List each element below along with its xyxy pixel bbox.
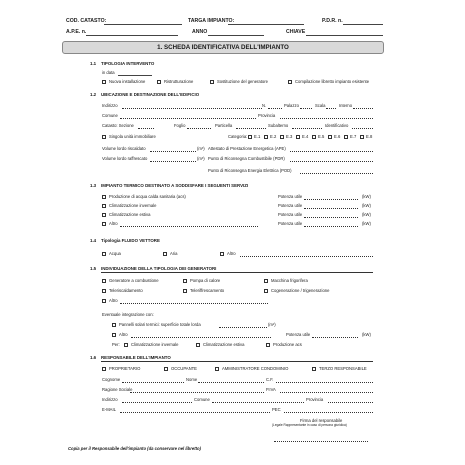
indirizzo-resp-label: Indirizzo: [102, 397, 118, 402]
unit-kw: (kW): [362, 221, 371, 226]
teleriscaldamento-checkbox[interactable]: [102, 289, 106, 293]
unit-m3: (m³): [197, 156, 205, 161]
potenza-field[interactable]: [304, 226, 358, 227]
foglio-label: Foglio: [174, 123, 186, 128]
scala-label: Scala: [315, 103, 326, 108]
fluido-label: Acqua: [109, 251, 121, 256]
generatore-label: Macchina frigorifera: [271, 278, 308, 283]
identificativo-label: Identificativo: [325, 123, 349, 128]
s12-number: 1.2: [90, 92, 97, 97]
indirizzo-field[interactable]: [122, 108, 262, 109]
cat-e4-checkbox[interactable]: [296, 135, 300, 139]
palazzo-label: Palazzo: [284, 103, 299, 108]
provincia-resp-field[interactable]: [328, 402, 373, 403]
in-data-field[interactable]: [118, 75, 152, 76]
altro-servizio-checkbox[interactable]: [102, 222, 106, 226]
section-title-banner: [62, 41, 384, 54]
cat-e6-checkbox[interactable]: [328, 135, 332, 139]
pompa-calore-checkbox[interactable]: [183, 279, 187, 283]
potenza-field[interactable]: [304, 217, 358, 218]
role-label: PROPRIETARIO: [109, 366, 141, 371]
eventuale-integrazione-label: Eventuale integrazione con:: [102, 312, 154, 317]
per-invernale-checkbox[interactable]: [124, 343, 128, 347]
provincia-label: Provincia: [258, 113, 276, 118]
servizio-label: Altro: [109, 221, 118, 226]
s11-number: 1.1: [90, 61, 97, 66]
per-label-opt: Produzione acs: [273, 342, 302, 347]
altro-servizio-field[interactable]: [120, 226, 258, 227]
servizio-label: Produzione di acqua calda sanitaria (acs): [109, 194, 186, 199]
checkbox-label: Compilazione libretto impianto esistente: [295, 79, 370, 84]
firma-field[interactable]: [274, 441, 368, 442]
pod-field[interactable]: [300, 173, 373, 174]
altro-generatore-checkbox[interactable]: [102, 299, 106, 303]
cat-e1-checkbox[interactable]: [248, 135, 252, 139]
s11-title: TIPOLOGIA INTERVENTO: [101, 61, 155, 66]
pdr-label: P.D.R. n.: [322, 18, 343, 24]
vol-raff-field[interactable]: [150, 161, 196, 162]
compilazione-checkbox[interactable]: [288, 80, 292, 84]
altro-fluido-checkbox[interactable]: [220, 252, 224, 256]
vol-raff-label: Volume lordo raffrescato: [102, 156, 148, 161]
potenza-label: Potenza utile: [278, 194, 303, 199]
nuova-installazione-checkbox[interactable]: [102, 80, 106, 84]
subalterno-label: Subalterno: [268, 123, 289, 128]
identificativo-field[interactable]: [352, 128, 373, 129]
comune-resp-label: Comune: [194, 397, 210, 402]
singola-unita-checkbox[interactable]: [102, 135, 106, 139]
nome-field[interactable]: [198, 382, 264, 383]
acqua-checkbox[interactable]: [102, 252, 106, 256]
ragione-sociale-label: Ragione Sociale: [102, 387, 133, 392]
aria-checkbox[interactable]: [163, 252, 167, 256]
cat-label: E.3: [286, 134, 293, 139]
indirizzo-resp-field[interactable]: [122, 402, 192, 403]
particella-field[interactable]: [236, 128, 266, 129]
s12-title: UBICAZIONE E DESTINAZIONE DELL'EDIFICIO: [101, 92, 200, 97]
ape-label: A.P.E. n.: [66, 29, 87, 35]
anno-label: ANNO: [192, 29, 208, 35]
altro-label: Altro: [119, 332, 128, 337]
cat-label: E.4: [302, 134, 309, 139]
foglio-field[interactable]: [187, 128, 211, 129]
potenza-label: Potenza utile: [278, 203, 303, 208]
generatore-label: Cogenerazione / trigenerazione: [271, 288, 330, 293]
interno-field[interactable]: [353, 108, 373, 109]
cat-label: E.1: [254, 134, 261, 139]
terzo-responsabile-checkbox[interactable]: [312, 367, 316, 371]
cf-field[interactable]: [276, 382, 373, 383]
generatore-label: Pompa di calore: [190, 278, 221, 283]
servizio-label: Climatizzazione estiva: [109, 212, 151, 217]
altro-fluido-field[interactable]: [240, 256, 373, 257]
potenza-field[interactable]: [312, 337, 358, 338]
fluido-label: Altro: [227, 251, 236, 256]
checkbox-label: Ristrutturazione: [164, 79, 194, 84]
per-label-opt: Climatizzazione invernale: [131, 342, 179, 347]
sostituzione-checkbox[interactable]: [210, 80, 214, 84]
cat-label: E.6: [334, 134, 341, 139]
unit-kw: (kW): [362, 212, 371, 217]
role-label: OCCUPANTE: [171, 366, 197, 371]
sezione-field[interactable]: [138, 128, 154, 129]
ape-attestato-label: Attestato di Prestazione Energetica (APE): [208, 146, 286, 151]
s14-number: 1.4: [90, 238, 97, 243]
chiave-label: CHIAVE: [286, 29, 306, 35]
unit-m2: (m²): [268, 322, 276, 327]
cat-e8-checkbox[interactable]: [360, 135, 364, 139]
acs-checkbox[interactable]: [102, 195, 106, 199]
per-label: Per:: [112, 342, 120, 347]
unit-m3: (m³): [197, 146, 205, 151]
role-label: TERZO RESPONSABILE: [319, 366, 367, 371]
subalterno-field[interactable]: [292, 128, 322, 129]
s13-number: 1.3: [90, 183, 97, 188]
pdr-comb-label: Punto di Riconsegna Combustibile (PDR): [208, 156, 285, 161]
section-rule: [101, 272, 373, 273]
email-field[interactable]: [120, 412, 270, 413]
pannelli-field[interactable]: [219, 327, 267, 328]
cat-label: E.8: [366, 134, 373, 139]
potenza-label: Potenza utile: [278, 221, 303, 226]
cat-label: E.7: [350, 134, 357, 139]
chiave-field[interactable]: [306, 35, 383, 36]
clima-invernale-checkbox[interactable]: [102, 204, 106, 208]
nome-label: Nome: [186, 377, 198, 382]
ristrutturazione-checkbox[interactable]: [157, 80, 161, 84]
macchina-frigorifera-checkbox[interactable]: [264, 279, 268, 283]
potenza-label: Potenza utile: [286, 332, 311, 337]
section-rule: [101, 361, 373, 362]
amministratore-checkbox[interactable]: [215, 367, 219, 371]
pdr-comb-field[interactable]: [290, 161, 373, 162]
cod-catasto-label: COD. CATASTO:: [66, 18, 107, 24]
cognome-field[interactable]: [122, 382, 184, 383]
per-estiva-checkbox[interactable]: [196, 343, 200, 347]
n-label: N.: [262, 103, 267, 108]
piva-field[interactable]: [280, 392, 373, 393]
provincia-field[interactable]: [280, 118, 373, 119]
ape-attestato-field[interactable]: [290, 151, 373, 152]
generatore-label: Altro: [109, 298, 118, 303]
vol-risc-field[interactable]: [150, 151, 196, 152]
footer-note: Copia per il Responsabile dell'impianto (da conservare nel libretto): [68, 446, 201, 451]
cat-e3-checkbox[interactable]: [280, 135, 284, 139]
potenza-label: Potenza utile: [278, 212, 303, 217]
targa-label: TARGA IMPIANTO:: [188, 18, 235, 24]
pannelli-solari-checkbox[interactable]: [112, 323, 116, 327]
catasto-sezione-label: Catasto: Sezione: [102, 123, 134, 128]
servizio-label: Climatizzazione invernale: [109, 203, 157, 208]
categoria-label: Categoria:: [228, 134, 248, 139]
cat-e5-checkbox[interactable]: [312, 135, 316, 139]
generatore-label: Teleriscaldamento: [109, 288, 143, 293]
vol-risc-label: Volume lordo riscaldato: [102, 146, 146, 151]
s14-title: Tipologia FLUIDO VETTORE: [101, 238, 160, 243]
potenza-field[interactable]: [304, 208, 358, 209]
comune-field[interactable]: [120, 118, 256, 119]
interno-label: Interno: [339, 103, 353, 108]
checkbox-label: Sostituzione del generatore: [217, 79, 268, 84]
provincia-resp-label: Provincia: [306, 397, 324, 402]
ragione-sociale-field[interactable]: [130, 392, 264, 393]
fluido-label: Aria: [170, 251, 178, 256]
proprietario-checkbox[interactable]: [102, 367, 106, 371]
role-label: AMMINISTRATORE CONDOMINIO: [222, 366, 289, 371]
pdr-field[interactable]: [343, 24, 383, 25]
pec-label: PEC: [272, 407, 281, 412]
cogenerazione-checkbox[interactable]: [264, 289, 268, 293]
targa-field[interactable]: [228, 24, 304, 25]
s16-number: 1.6: [90, 355, 97, 360]
generatore-combustione-checkbox[interactable]: [102, 279, 106, 283]
generatore-label: Generatore a combustione: [109, 278, 159, 283]
pod-label: Punto di Riconsegna Energia Elettrica (POD): [208, 168, 292, 173]
clima-estiva-checkbox[interactable]: [102, 213, 106, 217]
unit-kw: (kW): [362, 332, 371, 337]
cod-catasto-field[interactable]: [104, 24, 182, 25]
teleriffrescamento-checkbox[interactable]: [183, 289, 187, 293]
altro-integrazione-field[interactable]: [131, 337, 271, 338]
potenza-field[interactable]: [304, 199, 358, 200]
pannelli-label: Pannelli solari termici: superficie totale lorda: [119, 322, 201, 327]
s16-title: RESPONSABILE DELL'IMPIANTO: [101, 355, 171, 360]
firma-note: (Legale Rappresentante in caso di persona giuridica): [272, 423, 347, 427]
page-title: 1. SCHEDA IDENTIFICATIVA DELL'IMPIANTO: [157, 44, 289, 51]
cf-label: C.F.: [266, 377, 274, 382]
in-data-label: in data: [102, 70, 115, 75]
email-label: E-MAIL: [102, 407, 116, 412]
particella-label: Particella: [215, 123, 233, 128]
generatore-label: Teleriffrescamento: [190, 288, 225, 293]
altro-integrazione-checkbox[interactable]: [112, 333, 116, 337]
n-field[interactable]: [268, 108, 282, 109]
cat-label: E.2: [270, 134, 277, 139]
cognome-label: Cognome: [102, 377, 121, 382]
s13-title: IMPIANTO TERMICO DESTINATO A SODDISFARE I SEGUENTI SERVIZI: [101, 183, 249, 188]
singola-unita-label: Singola unità immobiliare: [109, 134, 156, 139]
ape-field[interactable]: [86, 35, 178, 36]
comune-resp-field[interactable]: [212, 402, 304, 403]
per-label-opt: Climatizzazione estiva: [203, 342, 245, 347]
cat-label: E.5: [318, 134, 325, 139]
scala-field[interactable]: [326, 108, 336, 109]
unit-kw: (kW): [362, 203, 371, 208]
palazzo-field[interactable]: [300, 108, 312, 109]
piva-label: P.IVA: [266, 387, 276, 392]
occupante-checkbox[interactable]: [164, 367, 168, 371]
s15-number: 1.5: [90, 266, 97, 271]
indirizzo-label: Indirizzo: [102, 103, 118, 108]
comune-label: Comune: [102, 113, 118, 118]
cat-e2-checkbox[interactable]: [264, 135, 268, 139]
unit-kw: (kW): [362, 194, 371, 199]
firma-label: Firma del responsabile: [300, 418, 343, 423]
altro-generatore-field[interactable]: [120, 303, 268, 304]
anno-field[interactable]: [208, 35, 264, 36]
s15-title: INDIVIDUAZIONE DELLA TIPOLOGIA DEI GENERATORI: [101, 266, 217, 271]
cat-e7-checkbox[interactable]: [344, 135, 348, 139]
pec-field[interactable]: [284, 412, 373, 413]
per-acs-checkbox[interactable]: [266, 343, 270, 347]
checkbox-label: Nuova installazione: [109, 79, 146, 84]
